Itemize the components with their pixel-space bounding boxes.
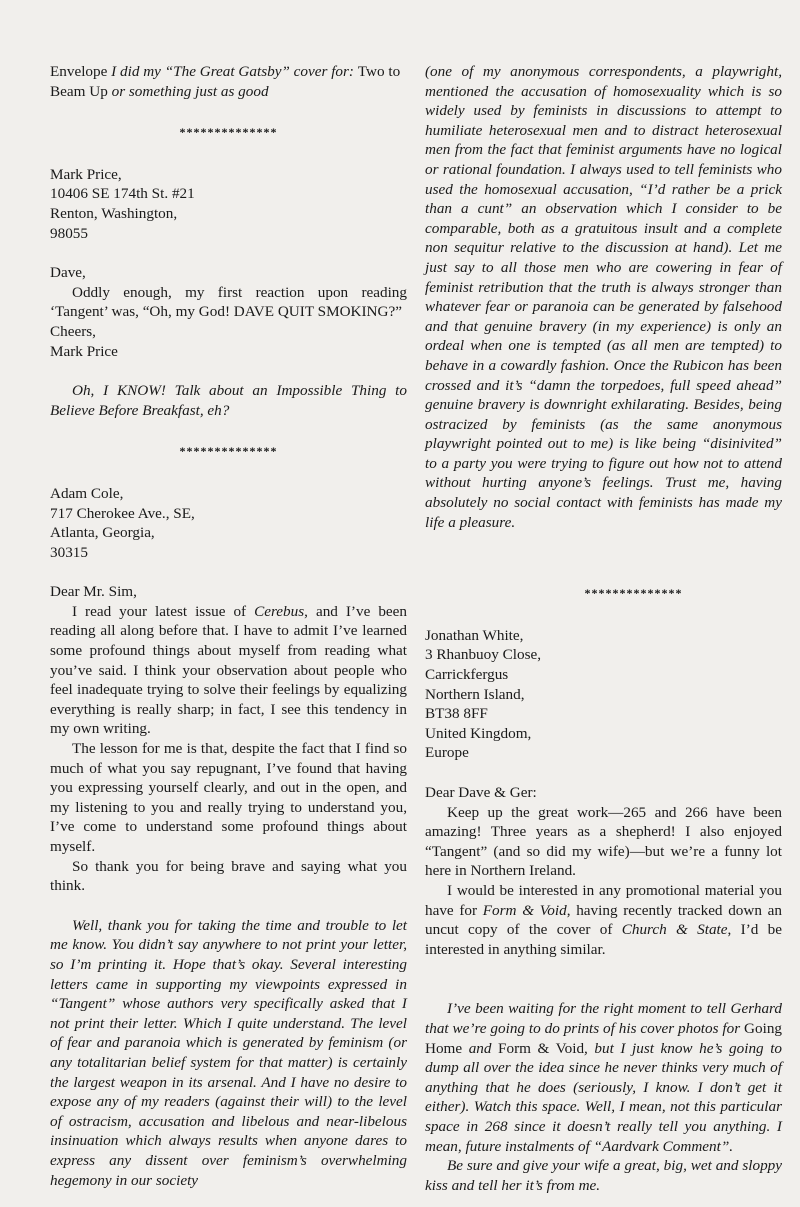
address-line: Renton, Washington, <box>50 204 178 222</box>
separator-stars: ************** <box>179 125 278 140</box>
address-mark-price <box>50 165 407 243</box>
title-roman: Going Home <box>425 1019 782 1057</box>
letter-signature: Mark Price <box>50 342 118 360</box>
left-column <box>50 62 407 1207</box>
intro-text-2: Two to Beam Up <box>50 63 401 100</box>
text: , I’d be interested in anything similar. <box>425 921 782 958</box>
intro-italic-2: or something just as good <box>111 82 269 100</box>
intro-line <box>50 62 407 101</box>
letter-paragraph <box>425 881 782 959</box>
editor-reply: Be sure and give your wife a great, big, wet and sloppy kiss and tell her it’s from me. <box>425 1157 782 1194</box>
editor-reply: Oh, I KNOW! Talk about an Impossible Thing to Believe Before Breakfast, eh? <box>50 382 407 419</box>
letter-paragraph: So thank you for being brave and saying what you think. <box>50 857 407 895</box>
address-line: Jonathan White, <box>425 626 524 644</box>
text: , having recently tracked down an uncut copy of the cover of <box>425 901 782 939</box>
text: I’ve been waiting for the right moment to tell Gerhard that we’re going to do prints of his cover photos for <box>425 1000 782 1037</box>
separator-stars: ************** <box>584 586 683 601</box>
address-line: 3 Rhanbuoy Close, <box>425 646 542 664</box>
letter-paragraph <box>50 602 407 739</box>
intro-italic: I did my “The Great Gatsby” cover for: <box>111 63 358 80</box>
address-line: Northern Island, <box>425 685 525 703</box>
letter-paragraph: The lesson for me is that, despite the fact that I find so much of what you say repugnant, I’ve found that having you expressing yourself clearly, and out in the open, and my listening to you and really trying to understand you, I’ve come to understand some profound things about myself. <box>50 740 407 855</box>
title-italic: Cerebus <box>254 602 305 620</box>
address-line: Europe <box>425 744 469 762</box>
editor-reply-continued: (one of my anonymous correspondents, a playwright, mentioned the accusation of homosexuality which is so widely used by feminists in discussions to attempt to humiliate heterosexual men and to distract heterosexual men from the fact that feminist arguments have no logical or rational foundation. I always used to tell feminists who used the homosexual accusation, “I’d rather be a prick than a cunt” an observation which I consider to be comparable, both as a gratuitous insult and a complete non sequitur relative to the discussion at hand). Let me just say to all those men who are cowering in fear of feminist retribution that the truth is always stronger than whatever fear or paranoia can be generated by falsehood and that genuine bravery (in my experience) is only an ordeal when one is tempted (as all men are tempted) to behave in a cowardly fashion. Once the Rubicon has been crossed and it’s “damn the torpedoes, full speed ahead” genuine bravery is downright exhilarating. Besides, being ostracized by feminists (as the same anonymous playwright pointed out to me) is like being “disinivited” to a party you were trying to figure out how not to attend without hurting anyone’s feelings. Trust me, having absolutely no social contact with feminists has made my life a pleasure. <box>425 63 782 531</box>
address-line: 98055 <box>50 224 88 242</box>
text: , but I just know he’s going to dump all over the idea since he never thinks very much of anything that he does (seriously, I know. I don’t get it either). Watch this space. Well, I mean, not this particular space in 268 since it doesn’t really tell you anything. I mean, future instalments of “Aardvark Comment”. <box>425 1039 783 1155</box>
address-adam-cole <box>50 484 407 562</box>
letter-salutation: Dave, <box>50 264 86 282</box>
address-line: United Kingdom, <box>425 724 532 742</box>
text: I would be interested in any promotional material you have for <box>425 881 782 919</box>
text: and <box>462 1039 499 1057</box>
address-line: 10406 SE 174th St. #21 <box>50 185 195 203</box>
address-line: 717 Cherokee Ave., SE, <box>50 504 195 522</box>
letter-salutation: Dear Mr. Sim, <box>50 583 137 601</box>
letter-paragraph: Keep up the great work—265 and 266 have been amazing! Three years as a shepherd! I also enjoyed “Tangent” (and so did my wife)—but we’re a funny lot here in Northern Ireland. <box>425 803 782 880</box>
intro-text: Envelope <box>50 63 112 80</box>
letter-close: Cheers, <box>50 322 96 340</box>
right-column <box>425 62 782 1207</box>
text: , and I’ve been reading all along before that. I have to admit I’ve learned some profound things about myself from reading what you’ve said. I think your observation about people who feel inadequate trying to solve their feelings by equalizing everything is really sharp; in fact, I see this tendency in my own writing. <box>50 602 407 738</box>
text: I read your latest issue of <box>72 602 255 620</box>
editor-reply: Well, thank you for taking the time and trouble to let me know. You didn’t say anywhere to not print your letter, so I’m printing it. Hope that’s okay. Several interesting letters came in supporting my viewpoints expressed in “Tangent” whose authors very specifically asked that I not print their letter. Which I quite understand. The level of fear and paranoia which is generated by feminism (or any totalitarian belief system for that matter) is certainly the largest weapon in its arsenal. And I have no desire to expose any of my readers (against their will) to the level of ostracism, accusation and libelous and near-libelous insinuation which always results when anyone dares to express any dissent over feminism’s overwhelming hegemony in our society <box>50 916 407 1189</box>
address-jonathan-white <box>425 626 782 763</box>
address-line: BT38 8FF <box>425 705 488 723</box>
address-line: Mark Price, <box>50 165 122 183</box>
address-line: Carrickfergus <box>425 666 509 684</box>
title-italic: Church & State <box>621 921 728 939</box>
address-line: Atlanta, Georgia, <box>50 524 155 542</box>
address-line: 30315 <box>50 543 88 561</box>
letter-body: Oddly enough, my first reaction upon reading ‘Tangent’ was, “Oh, my God! DAVE QUIT SMOKING?” <box>50 283 407 321</box>
letter-salutation: Dear Dave & Ger: <box>425 784 537 801</box>
title-roman: Form & Void <box>498 1039 585 1057</box>
editor-reply <box>425 999 782 1156</box>
address-line: Adam Cole, <box>50 484 124 502</box>
title-italic: Form & Void <box>482 901 567 919</box>
separator-stars: ************** <box>179 444 278 459</box>
